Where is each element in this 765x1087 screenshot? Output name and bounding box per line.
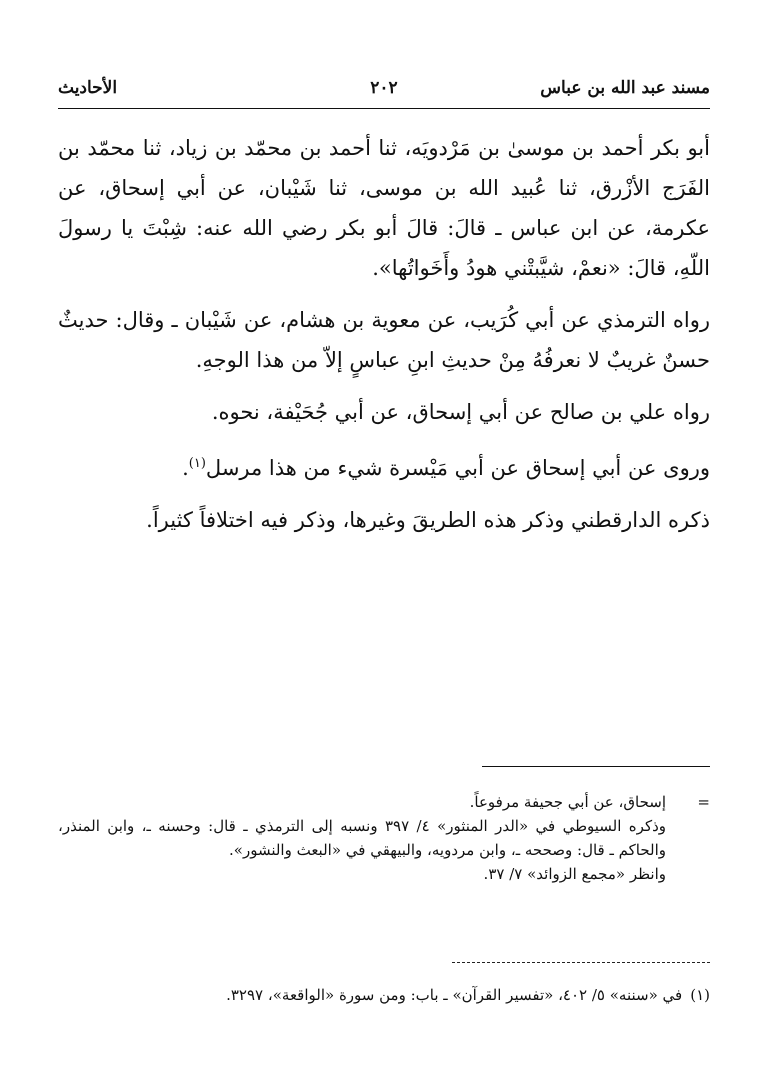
daraqutni-paragraph: ذكره الدارقطني وذكر هذه الطريقَ وغيرها، وذكر فيه اختلافاً كثيراً.	[146, 508, 710, 532]
header-section-title: الأحاديث	[58, 78, 118, 98]
mursal-end: .	[182, 456, 189, 480]
continued-footnote	[58, 790, 710, 886]
hadith-isnad-paragraph: أبو بكر أحمد بن موسىٰ بن مَرْدويَه، ثنا أحمد بن محمّد بن زياد، ثنا محمّد بن الفَرَج الأزْرق، ثنا عُبيد الله بن موسى، ثنا شَيْبان، عن أبي إسحاق، عن عكرمة، عن ابن عباس ـ قالَ: قالَ أبو بكر رضي الله عنه: شِبْتَ يا رسولَ اللّهِ، قالَ: «نعمْ، شيَّبتْني هودُ وأَخَواتُها».	[58, 136, 710, 280]
footnote-number: (١)	[690, 986, 710, 1004]
footnote-dotted-separator	[452, 962, 710, 963]
continuation-mark: =	[697, 793, 710, 811]
continued-footnote-line: إسحاق، عن أبي جحيفة مرفوعاً.	[469, 793, 666, 811]
continued-footnote-line: وذكره السيوطي في «الدر المنثور» ٤/ ٣٩٧ ونسبه إلى الترمذي ـ قال: وحسنه ـ، وابن المنذر، والحاكم ـ قال: وصححه ـ، وابن مردويه، والبيهقي في «البعث والنشور».	[58, 817, 667, 859]
mursal-paragraph	[58, 444, 710, 488]
footnote-text: في «سننه» ٥/ ٤٠٢، «تفسير القرآن» ـ باب: ومن سورة «الواقعة»، ٣٢٩٧.	[226, 986, 683, 1004]
header-book-title: مسند عبد الله بن عباس	[540, 78, 710, 98]
footnote-separator	[482, 766, 710, 767]
tirmidhi-paragraph: رواه الترمذي عن أبي كُرَيب، عن معوية بن هشام، عن شَيْبان ـ وقال: حديثٌ حسنٌ غريبٌ لا نعرفُهُ مِنْ حديثِ ابنِ عباسٍ إلاّ من هذا الوجهِ.	[58, 308, 710, 372]
mursal-text: وروى عن أبي إسحاق عن أبي مَيْسرة شيء من هذا مرسل	[205, 456, 710, 480]
footnote-reference[interactable]: (١)	[188, 456, 206, 471]
main-text	[58, 128, 710, 540]
page-number: ٢٠٢	[370, 78, 398, 98]
footnote-1	[58, 982, 710, 1008]
ali-ibn-salih-paragraph: رواه علي بن صالح عن أبي إسحاق، عن أبي جُحَيْفة، نحوه.	[211, 400, 710, 424]
running-header	[58, 74, 710, 104]
header-rule	[58, 108, 710, 109]
continued-footnote-line: وانظر «مجمع الزوائد» ٧/ ٣٧.	[483, 865, 666, 883]
